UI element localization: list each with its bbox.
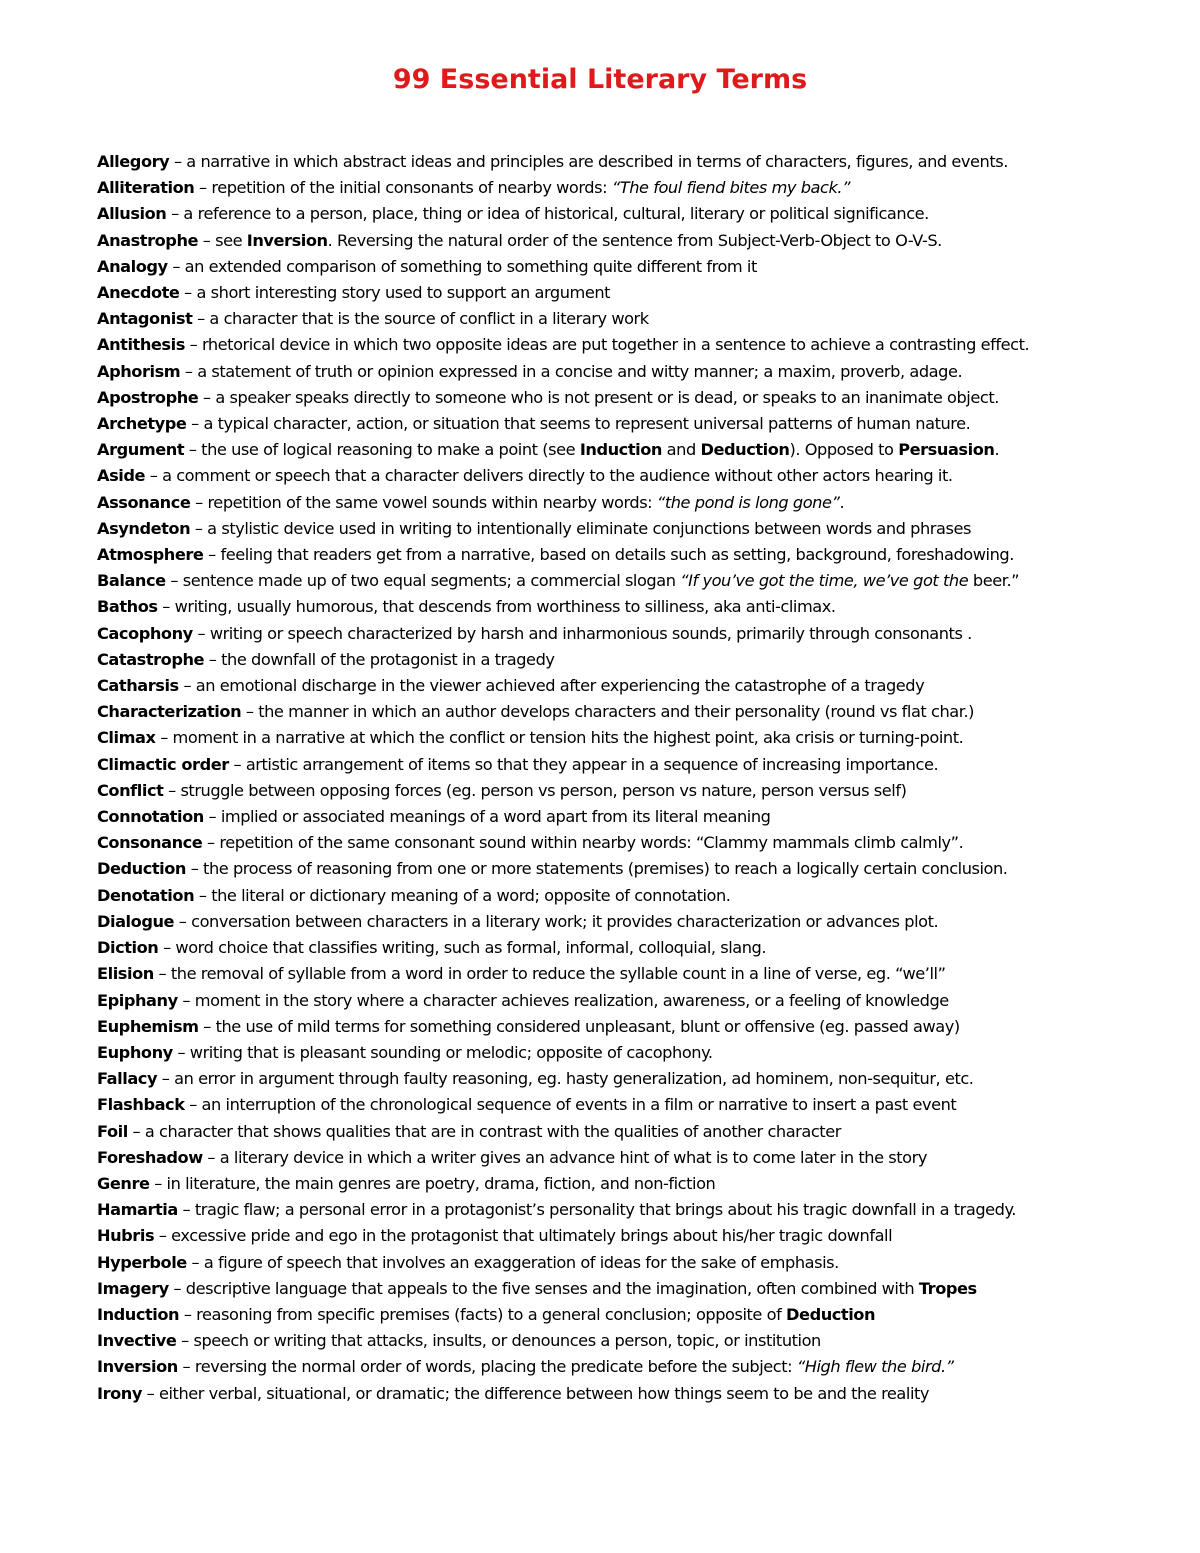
term-reference: Persuasion bbox=[898, 440, 995, 460]
term-name: Inversion bbox=[97, 1357, 178, 1377]
term-name: Asyndeton bbox=[97, 518, 191, 538]
term-definition: – the removal of syllable from a word in order to reduce the syllable count in a line of verse, eg. “we’ll” bbox=[153, 964, 946, 984]
term-definition: – the manner in which an author develops characters and their personality (round vs flat char.) bbox=[241, 702, 975, 722]
term-definition: – a statement of truth or opinion expressed in a concise and witty manner; a maxim, proverb, adage. bbox=[180, 361, 963, 381]
term-entry bbox=[97, 463, 1177, 489]
term-definition: – repetition of the initial consonants of nearby words: bbox=[194, 178, 612, 198]
term-name: Climax bbox=[97, 728, 156, 748]
term-name: Balance bbox=[97, 571, 166, 591]
term-entry bbox=[97, 647, 1177, 673]
term-name: Flashback bbox=[97, 1095, 185, 1115]
term-name: Apostrophe bbox=[97, 387, 199, 407]
term-definition: – an error in argument through faulty reasoning, eg. hasty generalization, ad hominem, non-sequitur, etc. bbox=[157, 1069, 974, 1089]
term-entry bbox=[97, 1302, 1177, 1328]
term-definition: – moment in a narrative at which the conflict or tension hits the highest point, aka crisis or turning-point. bbox=[155, 728, 964, 748]
term-entry bbox=[97, 1171, 1177, 1197]
term-name: Analogy bbox=[97, 256, 168, 276]
term-name: Alliteration bbox=[97, 178, 195, 198]
term-entry bbox=[97, 201, 1177, 227]
term-entry bbox=[97, 856, 1177, 882]
term-name: Foil bbox=[97, 1121, 128, 1141]
term-definition: – a narrative in which abstract ideas and principles are described in terms of characters, figures, and events. bbox=[169, 152, 1008, 171]
term-name: Catharsis bbox=[97, 676, 179, 696]
term-entry bbox=[97, 437, 1177, 463]
term-definition: – an emotional discharge in the viewer achieved after experiencing the catastrophe of a tragedy bbox=[178, 676, 925, 696]
term-entry bbox=[97, 621, 1177, 647]
term-name: Antithesis bbox=[97, 335, 185, 355]
term-definition: – struggle between opposing forces (eg. person vs person, person vs nature, person versus self) bbox=[163, 780, 907, 800]
term-name: Invective bbox=[97, 1331, 177, 1351]
term-entry bbox=[97, 1276, 1177, 1302]
term-entry bbox=[97, 778, 1177, 804]
term-entry bbox=[97, 1119, 1177, 1145]
term-name: Fallacy bbox=[97, 1069, 158, 1089]
term-definition: – in literature, the main genres are poetry, drama, fiction, and non-fiction bbox=[149, 1173, 716, 1193]
term-entry bbox=[97, 1223, 1177, 1249]
term-entry bbox=[97, 568, 1177, 594]
term-definition: – reasoning from specific premises (facts) to a general conclusion; opposite of bbox=[179, 1304, 787, 1324]
term-entry bbox=[97, 1197, 1177, 1223]
term-name: Conflict bbox=[97, 780, 164, 800]
term-name: Assonance bbox=[97, 492, 191, 512]
term-definition: – speech or writing that attacks, insults, or denounces a person, topic, or institution bbox=[176, 1331, 821, 1351]
term-name: Atmosphere bbox=[97, 545, 204, 565]
term-name: Anastrophe bbox=[97, 230, 199, 250]
term-name: Imagery bbox=[97, 1278, 169, 1298]
term-entry bbox=[97, 804, 1177, 830]
term-reference: Deduction bbox=[786, 1304, 876, 1324]
term-entry bbox=[97, 961, 1177, 987]
page-title: 99 Essential Literary Terms bbox=[392, 64, 808, 95]
term-entry bbox=[97, 830, 1177, 856]
term-name: Bathos bbox=[97, 597, 158, 617]
term-name: Allusion bbox=[97, 204, 167, 224]
term-entry bbox=[97, 306, 1177, 332]
term-entry bbox=[97, 935, 1177, 961]
term-name: Connotation bbox=[97, 807, 204, 827]
term-definition: ). Opposed to bbox=[789, 440, 899, 460]
term-entry bbox=[97, 1040, 1177, 1066]
term-entry bbox=[97, 1328, 1177, 1354]
term-name: Characterization bbox=[97, 702, 242, 722]
term-definition: – word choice that classifies writing, such as formal, informal, colloquial, slang. bbox=[158, 938, 767, 958]
term-definition: – an extended comparison of something to something quite different from it bbox=[167, 256, 757, 276]
term-entry bbox=[97, 175, 1177, 201]
term-definition: – a typical character, action, or situation that seems to represent universal patterns of human nature. bbox=[186, 414, 971, 434]
term-definition: – a speaker speaks directly to someone who is not present or is dead, or speaks to an inanimate object. bbox=[198, 387, 999, 407]
term-name: Foreshadow bbox=[97, 1147, 203, 1167]
term-name: Aside bbox=[97, 466, 146, 486]
term-name: Diction bbox=[97, 938, 159, 958]
term-name: Anecdote bbox=[97, 283, 180, 303]
term-definition: – a literary device in which a writer gives an advance hint of what is to come later in the story bbox=[202, 1147, 927, 1167]
term-entry bbox=[97, 359, 1177, 385]
term-entry bbox=[97, 516, 1177, 542]
term-definition: – repetition of the same consonant sound within nearby words: “Clammy mammals climb calmly”. bbox=[202, 833, 964, 853]
term-definition: – writing, usually humorous, that descends from worthiness to silliness, aka anti-climax. bbox=[157, 597, 836, 617]
term-entry bbox=[97, 699, 1177, 725]
term-entry bbox=[97, 1014, 1177, 1040]
term-entry bbox=[97, 490, 1177, 516]
term-entry bbox=[97, 673, 1177, 699]
term-name: Genre bbox=[97, 1173, 150, 1193]
term-entry bbox=[97, 1145, 1177, 1171]
term-entry bbox=[97, 228, 1177, 254]
term-name: Euphemism bbox=[97, 1016, 199, 1036]
term-name: Consonance bbox=[97, 833, 203, 853]
term-entry bbox=[97, 1092, 1177, 1118]
term-definition: – conversation between characters in a literary work; it provides characterization or advances plot. bbox=[174, 911, 939, 931]
term-entry bbox=[97, 883, 1177, 909]
term-entry bbox=[97, 332, 1177, 358]
term-definition: beer.” bbox=[968, 571, 1020, 591]
term-reference: Deduction bbox=[700, 440, 790, 460]
term-definition: . bbox=[839, 492, 845, 512]
term-definition: – repetition of the same vowel sounds within nearby words: bbox=[190, 492, 657, 512]
term-name: Allegory bbox=[97, 152, 170, 171]
term-example: “High flew the bird.” bbox=[796, 1357, 954, 1377]
term-entry bbox=[97, 280, 1177, 306]
term-definition: . Reversing the natural order of the sentence from Subject-Verb-Object to O-V-S. bbox=[327, 230, 942, 250]
term-entry bbox=[97, 1354, 1177, 1380]
term-example: “The foul fiend bites my back.” bbox=[611, 178, 851, 198]
term-example: “the pond is long gone” bbox=[656, 492, 840, 512]
terms-list bbox=[97, 149, 1177, 1407]
term-name: Hubris bbox=[97, 1226, 155, 1246]
term-definition: – an interruption of the chronological sequence of events in a film or narrative to insert a past event bbox=[184, 1095, 957, 1115]
term-definition: – feeling that readers get from a narrative, based on details such as setting, background, foreshadowing. bbox=[203, 545, 1014, 565]
term-definition: – rhetorical device in which two opposite ideas are put together in a sentence to achieve a contrasting effect. bbox=[184, 335, 1030, 355]
term-definition: . bbox=[994, 440, 1000, 460]
term-definition: – moment in the story where a character achieves realization, awareness, or a feeling of knowledge bbox=[177, 990, 949, 1010]
term-entry bbox=[97, 411, 1177, 437]
term-definition: – see bbox=[198, 230, 247, 250]
term-name: Elision bbox=[97, 964, 154, 984]
term-definition: – a reference to a person, place, thing or idea of historical, cultural, literary or political significance. bbox=[166, 204, 929, 224]
term-name: Antagonist bbox=[97, 309, 193, 329]
term-entry bbox=[97, 725, 1177, 751]
term-entry bbox=[97, 752, 1177, 778]
term-name: Euphony bbox=[97, 1042, 173, 1062]
term-reference: Induction bbox=[579, 440, 662, 460]
term-definition: – writing that is pleasant sounding or melodic; opposite of cacophony. bbox=[172, 1042, 713, 1062]
term-name: Hyperbole bbox=[97, 1252, 187, 1272]
term-entry bbox=[97, 988, 1177, 1014]
term-entry bbox=[97, 1066, 1177, 1092]
term-definition: – the process of reasoning from one or more statements (premises) to reach a logically certain conclusion. bbox=[186, 859, 1008, 879]
term-name: Argument bbox=[97, 440, 185, 460]
term-definition: – a stylistic device used in writing to intentionally eliminate conjunctions between words and phrases bbox=[190, 518, 971, 538]
term-definition: – either verbal, situational, or dramatic; the difference between how things seem to be and the reality bbox=[141, 1383, 930, 1403]
term-definition: and bbox=[661, 440, 701, 460]
term-definition: – the literal or dictionary meaning of a word; opposite of connotation. bbox=[194, 885, 731, 905]
term-name: Hamartia bbox=[97, 1200, 178, 1220]
term-definition: – tragic flaw; a personal error in a protagonist’s personality that brings about his tragic downfall in a tragedy. bbox=[177, 1200, 1017, 1220]
term-reference: Tropes bbox=[918, 1278, 977, 1298]
term-definition: – descriptive language that appeals to the five senses and the imagination, often combined with bbox=[168, 1278, 919, 1298]
term-entry bbox=[97, 254, 1177, 280]
term-entry bbox=[97, 385, 1177, 411]
term-definition: – reversing the normal order of words, placing the predicate before the subject: bbox=[177, 1357, 797, 1377]
term-entry bbox=[97, 149, 1177, 175]
term-definition: – a figure of speech that involves an exaggeration of ideas for the sake of emphasis. bbox=[186, 1252, 839, 1272]
term-example: “If you’ve got the time, we’ve got the bbox=[680, 571, 969, 591]
term-definition: – sentence made up of two equal segments; a commercial slogan bbox=[165, 571, 681, 591]
term-definition: – a short interesting story used to support an argument bbox=[179, 283, 611, 303]
term-entry bbox=[97, 909, 1177, 935]
term-name: Aphorism bbox=[97, 361, 181, 381]
term-definition: – a comment or speech that a character delivers directly to the audience without other actors hearing it. bbox=[145, 466, 953, 486]
term-reference: Inversion bbox=[246, 230, 328, 250]
term-definition: – implied or associated meanings of a word apart from its literal meaning bbox=[203, 807, 771, 827]
term-name: Cacophony bbox=[97, 623, 193, 643]
term-name: Irony bbox=[97, 1383, 142, 1403]
term-name: Climactic order bbox=[97, 754, 229, 774]
term-definition: – writing or speech characterized by harsh and inharmonious sounds, primarily through consonants . bbox=[192, 623, 972, 643]
term-name: Induction bbox=[97, 1304, 180, 1324]
term-definition: – a character that shows qualities that are in contrast with the qualities of another character bbox=[127, 1121, 841, 1141]
term-definition: – the downfall of the protagonist in a tragedy bbox=[204, 649, 555, 669]
term-entry bbox=[97, 1250, 1177, 1276]
term-name: Deduction bbox=[97, 859, 187, 879]
term-entry bbox=[97, 594, 1177, 620]
term-definition: – the use of mild terms for something considered unpleasant, blunt or offensive (eg. passed away) bbox=[198, 1016, 960, 1036]
term-entry bbox=[97, 1381, 1177, 1407]
term-definition: – artistic arrangement of items so that they appear in a sequence of increasing importance. bbox=[228, 754, 939, 774]
term-name: Dialogue bbox=[97, 911, 175, 931]
term-entry bbox=[97, 542, 1177, 568]
term-name: Epiphany bbox=[97, 990, 178, 1010]
term-definition: – a character that is the source of conflict in a literary work bbox=[192, 309, 649, 329]
term-name: Denotation bbox=[97, 885, 195, 905]
term-definition: – the use of logical reasoning to make a point (see bbox=[184, 440, 580, 460]
term-name: Archetype bbox=[97, 414, 187, 434]
term-name: Catastrophe bbox=[97, 649, 205, 669]
term-definition: – excessive pride and ego in the protagonist that ultimately brings about his/her tragic downfall bbox=[154, 1226, 893, 1246]
